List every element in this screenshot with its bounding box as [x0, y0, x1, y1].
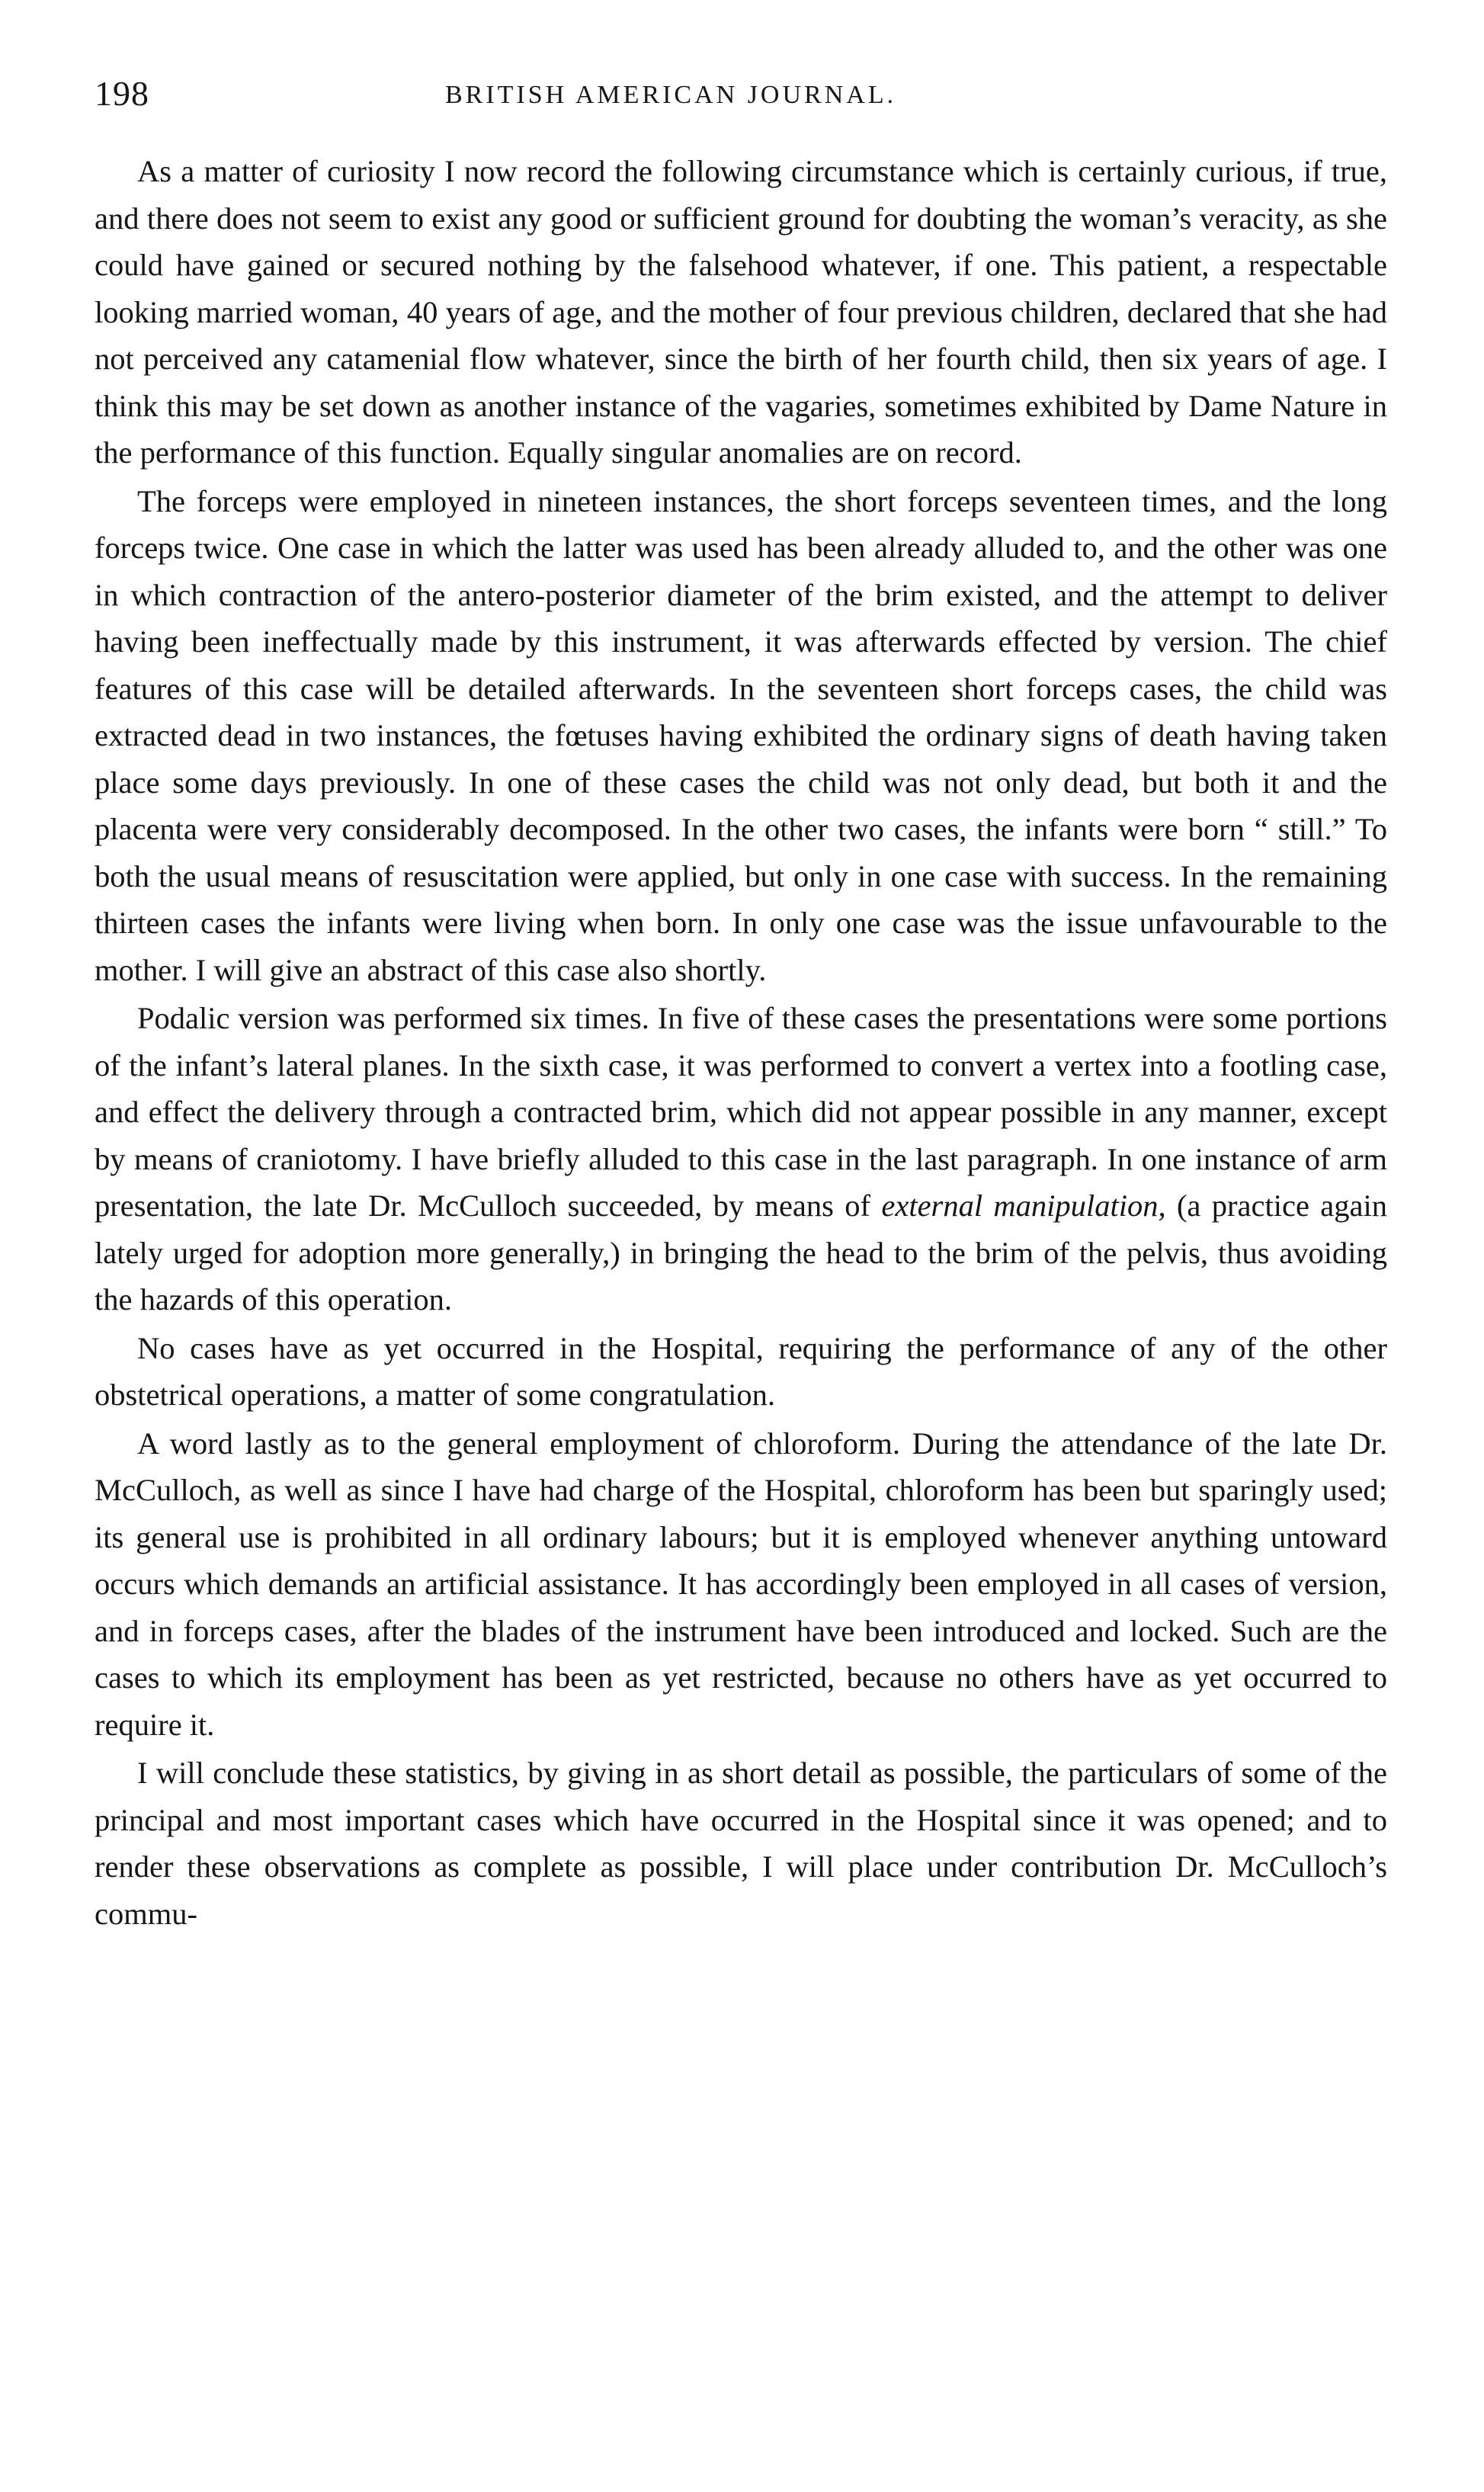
emphasized-phrase: external manipulation,	[881, 1188, 1166, 1223]
paragraph-chloroform: A word lastly as to the general employment of chloroform. During the attendance of the late Dr. McCulloch, as well as since I have had charge of the Hospital, chloroform has been but sparingly used; its general use is prohibited in all ordinary labours; but it is employed whenever anything untoward occurs which demands an artificial assistance. It has accordingly been employed in all cases of version, and in forceps cases, after the blades of the instrument have been introduced and locked. Such are the cases to which its employment has been as yet restricted, because no others have as yet occurred to require it.	[95, 1426, 1387, 1742]
article-body	[95, 148, 1387, 1937]
paragraph-podalic-version	[95, 995, 1387, 1323]
paragraph-text-before: Podalic version was performed six times. In five of these cases the presentations were some portions of the infant’s lateral planes. In the sixth case, it was performed to convert a vertex into a footling case, and effect the delivery through a contracted brim, which did not appear possible in any manner, except by means of craniotomy. I have briefly alluded to this case in the last paragraph. In one instance of arm presentation, the late Dr. McCulloch succeeded, by means of	[95, 1001, 1387, 1223]
paragraph-curiosity: As a matter of curiosity I now record the following circumstance which is certainly curious, if true, and there does not seem to exist any good or sufficient ground for doubting the woman’s veracity, as she could have gained or secured nothing by the falsehood whatever, if one. This patient, a respectable looking married woman, 40 years of age, and the mother of four previous children, declared that she had not perceived any catamenial flow whatever, since the birth of her fourth child, then six years of age. I think this may be set down as another instance of the vagaries, sometimes exhibited by Dame Nature in the performance of this function. Equally singular anomalies are on record.	[95, 154, 1387, 470]
paragraph-conclusion: I will conclude these statistics, by giving in as short detail as possible, the particulars of some of the principal and most important cases which have occurred in the Hospital since it was opened; and to render these observations as complete as possible, I will place under contribution Dr. McCulloch’s commu-	[95, 1756, 1387, 1931]
paragraph-forceps: The forceps were employed in nineteen instances, the short forceps seventeen times, and the long forceps twice. One case in which the latter was used has been already alluded to, and the other was one in which contraction of the antero-posterior diameter of the brim existed, and the attempt to deliver having been ineffectually made by this instrument, it was afterwards effected by version. The chief features of this case will be detailed afterwards. In the seventeen short forceps cases, the child was extracted dead in two instances, the fœtuses having exhibited the ordinary signs of death having taken place some days previously. In one of these cases the child was not only dead, but both it and the placenta were very considerably decomposed. In the other two cases, the infants were born “ still.” To both the usual means of resuscitation were applied, but only in one case with success. In the remaining thirteen cases the infants were living when born. In only one case was the issue unfavourable to the mother. I will give an abstract of this case also shortly.	[95, 483, 1387, 987]
page-number: 198	[95, 74, 149, 113]
page-header	[95, 73, 1387, 127]
running-title: BRITISH AMERICAN JOURNAL.	[445, 81, 897, 109]
journal-page	[95, 73, 1387, 1937]
paragraph-no-cases: No cases have as yet occurred in the Hospital, requiring the performance of any of the other obstetrical operations, a matter of some congratulation.	[95, 1330, 1387, 1412]
paragraph-text-after: (a practice again lately urged for adoption more generally,) in bringing the head to the brim of the pelvis, thus avoiding the hazards of this operation.	[95, 1188, 1387, 1317]
